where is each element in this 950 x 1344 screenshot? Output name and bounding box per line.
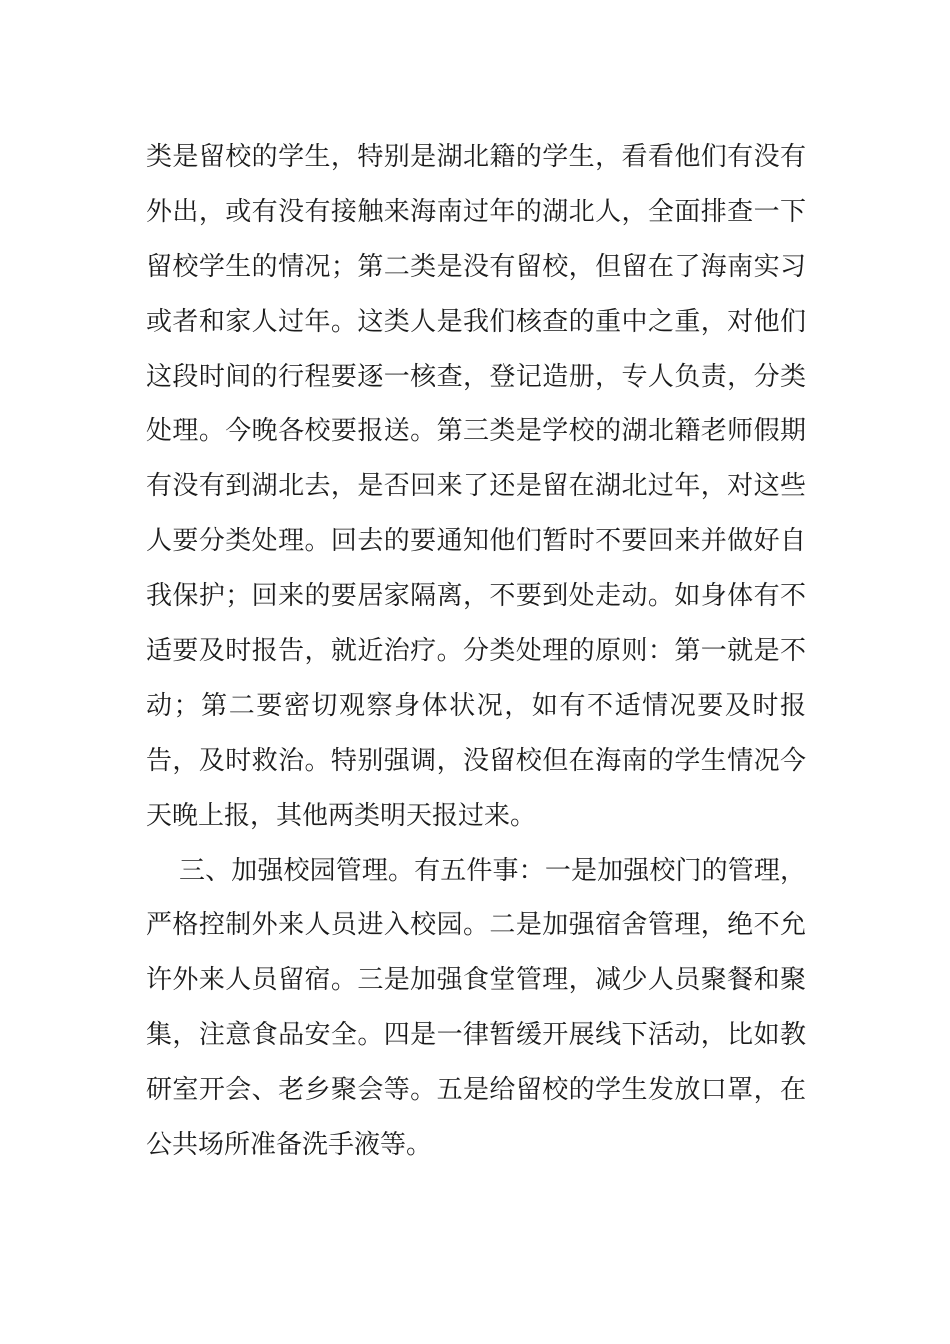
text-line: 告，及时救治。特别强调，没留校但在海南的学生情况今: [146, 745, 806, 776]
text-line: 处理。今晚各校要报送。第三类是学校的湖北籍老师假期: [146, 416, 806, 447]
text-line: 公共场所准备洗手液等。: [146, 1130, 433, 1161]
text-line: 许外来人员留宿。三是加强食堂管理，减少人员聚餐和聚: [146, 965, 806, 996]
text-line: 这段时间的行程要逐一核查，登记造册，专人负责，分类: [146, 361, 806, 392]
text-line: 集，注意食品安全。四是一律暂缓开展线下活动，比如教: [146, 1020, 806, 1051]
section-heading-line: 三、加强校园管理。有五件事：一是加强校门的管理，: [179, 855, 806, 886]
text-line: 或者和家人过年。这类人是我们核查的重中之重，对他们: [146, 306, 806, 337]
text-line: 严格控制外来人员进入校园。二是加强宿舍管理，绝不允: [146, 910, 806, 941]
text-line: 类是留校的学生，特别是湖北籍的学生，看看他们有没有: [146, 142, 806, 172]
text-line: 外出，或有没有接触来海南过年的湖北人，全面排查一下: [146, 196, 806, 227]
text-line: 天晚上报，其他两类明天报过来。: [146, 800, 537, 831]
text-line: 研室开会、老乡聚会等。五是给留校的学生发放口罩，在: [146, 1075, 806, 1106]
text-line: 人要分类处理。回去的要通知他们暂时不要回来并做好自: [146, 526, 806, 557]
text-line: 有没有到湖北去，是否回来了还是留在湖北过年，对这些: [146, 471, 806, 502]
text-line: 留校学生的情况；第二类是没有留校，但留在了海南实习: [146, 251, 806, 282]
body-text: [146, 130, 806, 1173]
text-line: 动；第二要密切观察身体状况，如有不适情况要及时报: [146, 690, 806, 721]
paragraph-2: [146, 844, 806, 1173]
text-line: 我保护；回来的要居家隔离，不要到处走动。如身体有不: [146, 581, 806, 612]
paragraph-1: [146, 130, 806, 844]
text-line: 适要及时报告，就近治疗。分类处理的原则：第一就是不: [146, 636, 806, 667]
